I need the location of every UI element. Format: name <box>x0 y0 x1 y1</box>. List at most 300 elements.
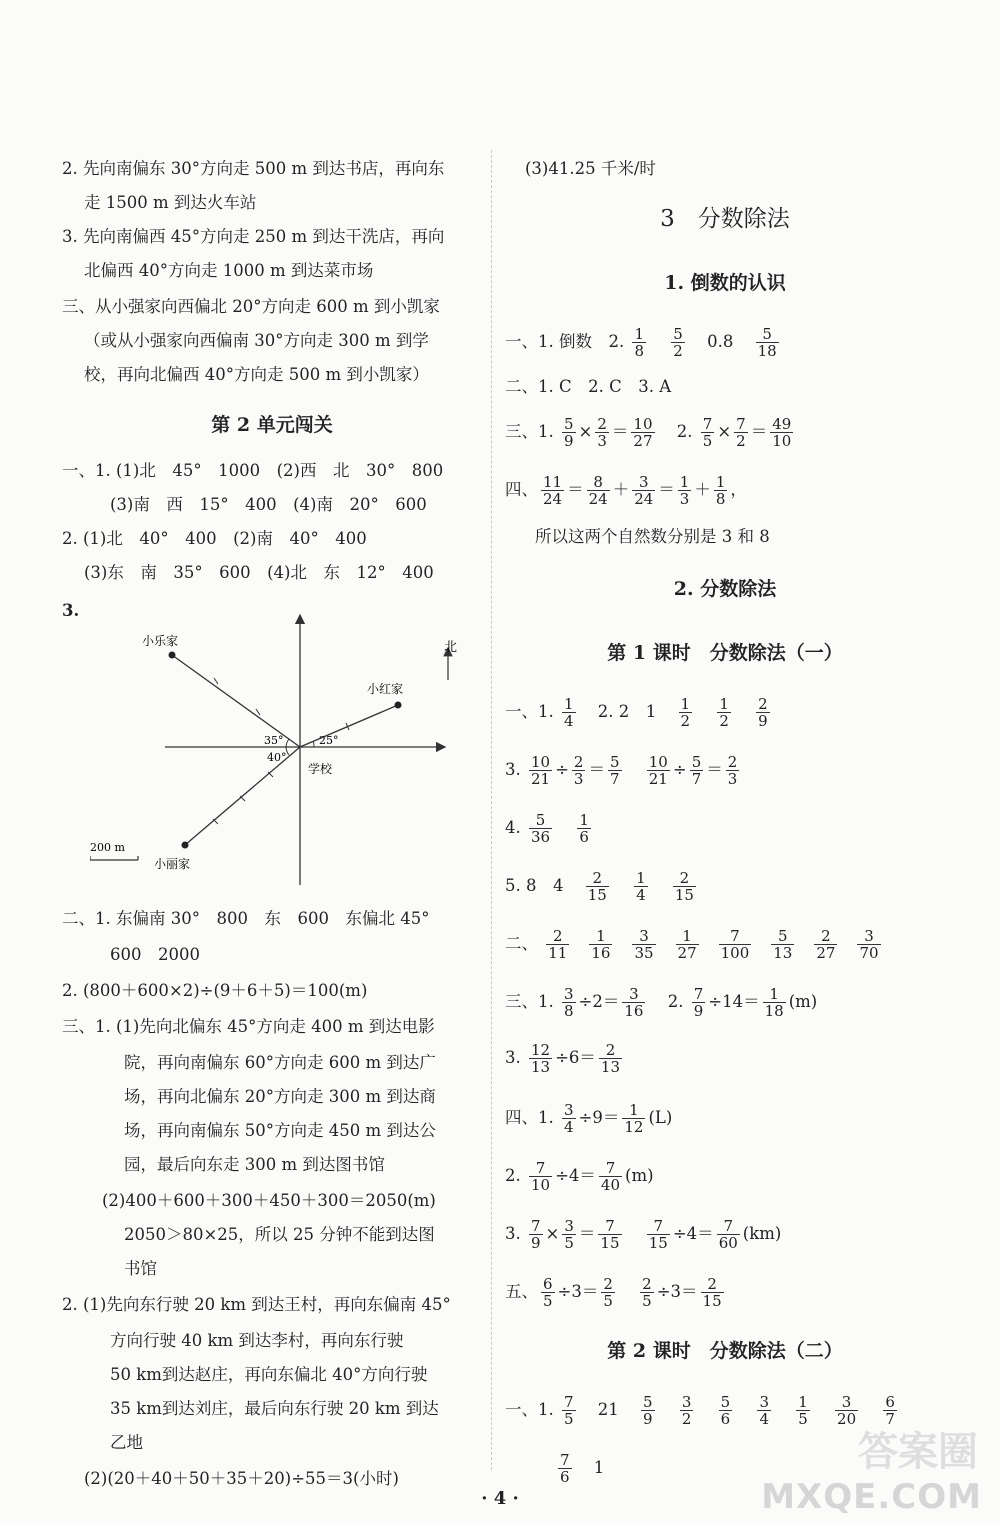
fraction <box>763 986 786 1019</box>
fraction-numerator: 1 <box>676 928 699 945</box>
answer-line: 35 km到达刘庄，最后向东行驶 20 km 到达 <box>110 1399 439 1418</box>
answer-line: 所以这两个自然数分别是 3 和 8 <box>535 527 770 546</box>
fraction-denominator: 2 <box>673 342 683 360</box>
fraction-denominator: 15 <box>674 886 694 904</box>
fraction-denominator: 3 <box>597 432 607 450</box>
item-label: 3. <box>505 1224 521 1243</box>
fraction-denominator: 7 <box>885 1410 895 1428</box>
fraction-denominator: 9 <box>758 712 768 730</box>
fraction-denominator: 5 <box>543 1292 553 1310</box>
fraction <box>529 1042 552 1075</box>
answer-line <box>505 1394 900 1427</box>
answer-line: 三、1. (1)先向北偏东 45°方向走 400 m 到达电影 <box>62 1017 435 1036</box>
unit-heading: 第 2 单元闯关 <box>211 414 333 436</box>
fraction <box>771 928 794 961</box>
angle-arc <box>286 739 289 747</box>
fraction-denominator: 40 <box>600 1176 621 1194</box>
fraction-list <box>543 927 897 962</box>
fraction <box>717 1218 740 1251</box>
fraction <box>678 474 692 507</box>
lesson-title: 第 1 课时 分数除法（一） <box>607 642 843 664</box>
answer-line <box>505 1042 625 1075</box>
item-label: 一、1. <box>505 1400 554 1419</box>
fraction <box>529 1160 552 1193</box>
answer-line: 场，再向南偏东 50°方向走 450 m 到达公 <box>124 1121 436 1140</box>
angle-40-label: 40° <box>267 751 287 764</box>
answer-line: 方向行驶 40 km 到达李村，再向东行驶 <box>110 1331 404 1350</box>
fraction-numerator: 1 <box>763 986 786 1003</box>
unit: (km) <box>742 1224 782 1243</box>
fraction-numerator: 2 <box>546 928 569 945</box>
fraction-denominator: 100 <box>720 944 750 962</box>
fraction <box>857 928 880 961</box>
answer-line: 3. $\frac{10}{21}$ ÷ $\frac{2}{3}$ ＝ $\frac{5}{7}$ $\frac{10}{21}$ ÷ $\frac{5}{7}$ ＝ $\frac{2}{3}$ <box>505 753 738 788</box>
answer-line <box>505 326 782 359</box>
fraction-numerator: 2 <box>603 1275 613 1293</box>
answer-line: 2. (800＋600×2)÷(9＋6＋5)＝100(m) <box>62 981 368 1000</box>
answer-line: 三、1. $\frac{5}{9}$ × $\frac{2}{3}$ ＝ $\frac{10}{27}$ 2. $\frac{7}{5}$ × $\frac{7}{2}$ ＝ $\frac{49}{10}$ <box>505 415 792 450</box>
integer-value: 21 <box>597 1400 619 1419</box>
fraction-denominator: 10 <box>772 432 792 450</box>
fraction <box>719 928 752 961</box>
fraction <box>770 416 793 449</box>
answer-line: 3. 先向南偏西 45°方向走 250 m 到达干洗店，再向 <box>62 227 445 246</box>
angle-35-label: 35° <box>264 734 284 747</box>
tick-mark <box>214 678 218 684</box>
fraction <box>541 1276 555 1309</box>
fraction-numerator: 3 <box>564 1217 574 1235</box>
fraction-numerator: 7 <box>599 1160 622 1177</box>
xiaohong-point <box>395 702 402 709</box>
xiaoli-point <box>182 842 189 849</box>
fraction-denominator: 24 <box>543 490 563 508</box>
integer-value: 1 <box>593 1458 605 1477</box>
fraction <box>572 754 586 787</box>
subsection-title: 1. 倒数的认识 <box>664 272 786 294</box>
fraction <box>734 416 748 449</box>
fraction <box>632 474 655 507</box>
fraction-numerator: 5 <box>673 325 683 343</box>
fraction-denominator: 10 <box>531 1176 551 1194</box>
fraction-numerator: 2 <box>814 928 837 945</box>
fraction <box>601 1276 615 1309</box>
fraction-denominator: 8 <box>564 1002 574 1020</box>
question-number: 3. <box>62 601 80 620</box>
fraction-numerator: 5 <box>529 812 552 829</box>
fraction-denominator: 27 <box>677 944 697 962</box>
fraction-denominator: 11 <box>548 944 568 962</box>
item-label: 三、1. <box>505 422 554 441</box>
answer-line <box>505 1276 727 1309</box>
item-label: 2. <box>667 992 684 1011</box>
fraction <box>622 1102 645 1135</box>
fraction <box>587 474 610 507</box>
fraction-denominator: 3 <box>679 490 690 508</box>
answer-line: 二、1. 东偏南 30° 800 东 600 东偏北 45° <box>62 909 430 928</box>
answer-line: 一、1. (1)北 45° 1000 (2)西 北 30° 800 <box>62 461 444 480</box>
fraction-denominator: 20 <box>837 1410 857 1428</box>
answer-line: 北偏西 40°方向走 1000 m 到达菜市场 <box>84 261 374 280</box>
fraction-numerator: 3 <box>632 474 655 491</box>
fraction <box>562 1218 576 1251</box>
fraction-denominator: 5 <box>564 1410 574 1428</box>
fraction-numerator: 7 <box>736 415 746 433</box>
fraction-numerator: 8 <box>587 474 610 491</box>
answer-line <box>505 1102 672 1135</box>
fraction-numerator: 7 <box>564 1393 574 1411</box>
watermark-text: MXQE.COM <box>761 1477 982 1517</box>
fraction-numerator: 1 <box>679 473 690 491</box>
operator: ÷9＝ <box>578 1108 620 1127</box>
fraction <box>546 928 569 961</box>
fraction <box>756 696 770 729</box>
fraction-numerator: 2 <box>701 1276 724 1293</box>
answer-line: 乙地 <box>110 1433 143 1452</box>
answer-line: 600 2000 <box>110 945 200 964</box>
fraction <box>814 928 837 961</box>
fraction-denominator: 4 <box>759 1410 769 1428</box>
xiaole-point <box>169 652 176 659</box>
fraction <box>529 812 552 845</box>
answer-line <box>505 870 699 903</box>
fraction-denominator: 27 <box>633 432 653 450</box>
answer-line: 场，再向北偏东 20°方向走 300 m 到达商 <box>124 1087 436 1106</box>
answer-line: 院，再向南偏东 60°方向走 600 m 到达广 <box>124 1053 436 1072</box>
fraction-denominator: 36 <box>531 828 551 846</box>
fraction-denominator: 6 <box>560 1468 570 1486</box>
fraction <box>529 754 552 787</box>
fraction-denominator: 24 <box>634 490 654 508</box>
answer-line <box>505 986 817 1019</box>
item-label: 二、 <box>505 934 538 953</box>
answer-line: 走 1500 m 到达火车站 <box>84 193 257 212</box>
fraction-denominator: 4 <box>564 1118 574 1136</box>
fraction-numerator: 5 <box>643 1393 653 1411</box>
fraction <box>690 754 704 787</box>
xiaole-label: 小乐家 <box>142 634 179 648</box>
answer-line <box>555 1452 604 1485</box>
fraction-numerator: 1 <box>589 928 612 945</box>
fraction <box>640 1276 654 1309</box>
answer-line: (3)东 南 35° 600 (4)北 东 12° 400 <box>84 563 434 582</box>
fraction <box>541 474 564 507</box>
north-label: 北 <box>444 640 458 655</box>
fraction-numerator: 7 <box>560 1451 570 1469</box>
fraction-denominator: 9 <box>643 1410 653 1428</box>
fraction <box>622 986 645 1019</box>
answer-line: 2050＞80×25，所以 25 分钟不能到达图 <box>124 1225 435 1244</box>
fraction-denominator: 6 <box>720 1410 731 1428</box>
fraction <box>641 1394 655 1427</box>
xiaoli-label: 小丽家 <box>154 857 191 871</box>
fraction-denominator: 8 <box>715 490 726 508</box>
fraction-numerator: 5 <box>771 928 794 945</box>
fraction-numerator: 5 <box>756 326 779 343</box>
fraction-numerator: 5 <box>720 1393 731 1411</box>
fraction-denominator: 4 <box>564 712 574 730</box>
fraction-numerator: 5 <box>691 753 702 771</box>
item-label: 一、1. <box>505 702 554 721</box>
fraction-numerator: 7 <box>531 1217 541 1235</box>
fraction <box>647 1218 670 1251</box>
fraction-numerator: 3 <box>564 1101 574 1119</box>
fraction <box>529 1218 543 1251</box>
answer-line: 50 km到达赵庄，再向东偏北 40°方向行驶 <box>110 1365 428 1384</box>
answer-line: 书馆 <box>124 1259 157 1278</box>
watermark-logo: 答案圈 <box>858 1429 978 1475</box>
answer-line <box>505 696 773 729</box>
answer-line: 2. (1)北 40° 400 (2)南 40° 400 <box>62 529 367 548</box>
fraction <box>692 986 706 1019</box>
fraction-numerator: 3 <box>857 928 880 945</box>
fraction-numerator: 3 <box>622 986 645 1003</box>
fraction <box>562 1102 576 1135</box>
item-label: 四、 <box>505 480 538 499</box>
fraction-denominator: 13 <box>531 1058 551 1076</box>
fraction-numerator: 1 <box>636 869 646 887</box>
fraction-denominator: 9 <box>564 432 574 450</box>
fraction-numerator: 3 <box>759 1393 769 1411</box>
fraction-numerator: 2 <box>599 1042 622 1059</box>
item-label: 四、1. <box>505 1108 554 1127</box>
fraction-numerator: 10 <box>531 753 551 771</box>
fraction-denominator: 13 <box>773 944 793 962</box>
fraction-numerator: 3 <box>835 1394 858 1411</box>
fraction-denominator: 5 <box>642 1292 652 1310</box>
answer-line: （或从小强家向西偏南 30°方向走 300 m 到学 <box>84 331 429 350</box>
answer-line: 校，再向北偏西 40°方向走 500 m 到小凯家） <box>84 365 429 384</box>
fraction <box>586 870 609 903</box>
operator: ÷3＝ <box>656 1282 698 1301</box>
item-label: 2. <box>505 1166 521 1185</box>
fraction-numerator: 1 <box>798 1393 808 1411</box>
fraction-numerator: 3 <box>564 985 574 1003</box>
operator: ÷14＝ <box>708 992 760 1011</box>
operator: ÷4＝ <box>672 1224 714 1243</box>
operator: ÷6＝ <box>555 1048 596 1067</box>
fraction <box>714 474 728 507</box>
fraction-numerator: 7 <box>647 1218 670 1235</box>
fraction-numerator: 7 <box>693 985 704 1003</box>
answer-line: 三、从小强家向西偏北 20°方向走 600 m 到小凯家 <box>62 297 440 316</box>
fraction-denominator: 5 <box>603 1292 613 1310</box>
fraction <box>679 696 693 729</box>
fraction <box>717 696 731 729</box>
fraction-numerator: 7 <box>719 928 752 945</box>
fraction-numerator: 6 <box>543 1275 553 1293</box>
fraction <box>562 1394 576 1427</box>
answer-line: 3. $\frac{7}{9}$ × $\frac{3}{5}$ ＝ $\frac{7}{15}$ $\frac{7}{15}$ ÷4＝ $\frac{7}{60}$ (km) <box>505 1217 782 1252</box>
fraction-denominator: 24 <box>588 490 608 508</box>
fraction-denominator: 5 <box>798 1410 808 1428</box>
fraction <box>632 326 646 359</box>
scale-label: 200 m <box>90 841 125 854</box>
fraction <box>796 1394 810 1427</box>
page-number: · 4 · <box>481 1488 519 1509</box>
fraction-numerator: 2 <box>586 870 609 887</box>
fraction-denominator: 13 <box>600 1058 621 1076</box>
item-label: 一、1. 倒数 2. <box>505 332 625 351</box>
fraction-numerator: 3 <box>681 1393 692 1411</box>
column-divider <box>491 150 492 1470</box>
answer-line: (3)南 西 15° 400 (4)南 20° 600 <box>110 495 427 514</box>
fraction <box>599 1160 622 1193</box>
fraction-denominator: 2 <box>680 712 691 730</box>
fraction-numerator: 1 <box>680 695 691 713</box>
fraction-numerator: 2 <box>597 415 607 433</box>
fraction-numerator: 10 <box>633 415 653 433</box>
fraction-numerator: 1 <box>715 473 726 491</box>
operator: ÷4＝ <box>555 1166 596 1185</box>
fraction-denominator: 70 <box>859 944 879 962</box>
answer-line <box>505 812 594 845</box>
fraction <box>835 1394 858 1427</box>
school-label: 学校 <box>308 762 333 776</box>
fraction-numerator: 7 <box>529 1160 552 1177</box>
fraction <box>647 754 670 787</box>
answer-line: (2)(20＋40＋50＋35＋20)÷55＝3(小时) <box>84 1469 399 1488</box>
fraction-numerator: 1 <box>564 695 574 713</box>
fraction <box>719 1394 733 1427</box>
fraction-numerator: 1 <box>634 325 645 343</box>
fraction-numerator: 2 <box>727 753 738 771</box>
item-label: 五、 <box>505 1282 538 1301</box>
section-title: 3 分数除法 <box>660 206 790 232</box>
fraction-numerator: 2 <box>758 695 768 713</box>
operator: ÷3＝ <box>557 1282 599 1301</box>
line-to-xiaohong <box>300 705 398 747</box>
fraction <box>577 812 591 845</box>
fraction-denominator: 2 <box>736 432 746 450</box>
fraction-denominator: 18 <box>757 342 777 360</box>
fraction-numerator: 7 <box>702 415 713 433</box>
fraction-denominator: 21 <box>531 770 551 788</box>
fraction-numerator: 2 <box>673 870 696 887</box>
fraction <box>701 1276 724 1309</box>
fraction-numerator: 10 <box>648 753 668 771</box>
fraction-denominator: 7 <box>691 770 702 788</box>
fraction-numerator: 7 <box>717 1218 740 1235</box>
fraction-denominator: 9 <box>531 1234 541 1252</box>
fraction <box>676 928 699 961</box>
answer-line: (3)41.25 千米/时 <box>525 159 656 178</box>
fraction <box>558 1452 572 1485</box>
fraction-denominator: 7 <box>609 770 620 788</box>
fraction <box>562 696 576 729</box>
fraction <box>608 754 622 787</box>
unit: (L) <box>648 1108 673 1127</box>
fraction-numerator: 5 <box>609 753 620 771</box>
fraction-denominator: 9 <box>693 1002 704 1020</box>
fraction-numerator: 3 <box>632 928 655 945</box>
answer-line <box>505 1160 654 1193</box>
fraction-denominator: 35 <box>634 944 654 962</box>
answer-line: 2. 先向南偏东 30°方向走 500 m 到达书店，再向东 <box>62 159 445 178</box>
xiaohong-label: 小红家 <box>367 682 404 696</box>
fraction-numerator: 11 <box>543 473 563 491</box>
item-label: 2. <box>676 422 693 441</box>
fraction-denominator: 3 <box>573 770 584 788</box>
item-label: 2. 2 1 <box>597 702 657 721</box>
fraction-denominator: 15 <box>702 1292 722 1310</box>
fraction-denominator: 21 <box>648 770 668 788</box>
fraction-denominator: 16 <box>624 1002 644 1020</box>
fraction-numerator: 49 <box>772 415 792 433</box>
fraction-denominator: 8 <box>634 342 645 360</box>
answer-line: (2)400＋600＋300＋450＋300＝2050(m) <box>102 1191 436 1210</box>
fraction-denominator: 3 <box>727 770 738 788</box>
subsection-title: 2. 分数除法 <box>673 578 777 600</box>
fraction-numerator: 2 <box>642 1275 652 1293</box>
fraction-denominator: 15 <box>600 1234 620 1252</box>
angle-arc <box>313 741 314 747</box>
lesson-title: 第 2 课时 分数除法（二） <box>607 1340 843 1362</box>
fraction-numerator: 12 <box>531 1041 551 1059</box>
fraction-denominator: 16 <box>591 944 611 962</box>
fraction <box>632 928 655 961</box>
tick-mark <box>256 709 260 715</box>
fraction-denominator: 2 <box>719 712 729 730</box>
item-label: 三、1. <box>505 992 554 1011</box>
fraction-denominator: 2 <box>681 1410 692 1428</box>
fraction-denominator: 18 <box>764 1002 784 1020</box>
fraction-numerator: 2 <box>573 753 584 771</box>
fraction <box>634 870 648 903</box>
fraction-denominator: 60 <box>718 1234 738 1252</box>
fraction <box>598 1218 621 1251</box>
answer-line: 2. (1)先向东行驶 20 km 到达王村，再向东偏南 45° <box>62 1295 451 1314</box>
item-label: 5. 8 4 <box>505 876 564 895</box>
unit: (m) <box>788 992 818 1011</box>
direction-diagram <box>90 610 470 895</box>
decimal-value: 0.8 <box>707 332 734 351</box>
fraction-denominator: 5 <box>702 432 713 450</box>
item-label: 3. <box>505 760 521 779</box>
fraction-numerator: 6 <box>885 1393 895 1411</box>
fraction <box>680 1394 694 1427</box>
fraction <box>562 986 576 1019</box>
answer-line: 园，最后向东走 300 m 到达图书馆 <box>124 1155 385 1174</box>
fraction <box>756 326 779 359</box>
fraction <box>595 416 609 449</box>
fraction <box>673 870 696 903</box>
fraction-numerator: 7 <box>598 1218 621 1235</box>
item-label: 4. <box>505 818 521 837</box>
fraction-denominator: 15 <box>587 886 607 904</box>
fraction-denominator: 12 <box>624 1118 644 1136</box>
fraction <box>562 416 576 449</box>
angle-25-label: 25° <box>319 734 339 747</box>
fraction <box>589 928 612 961</box>
fraction <box>631 416 654 449</box>
answer-line: 四、 $\frac{11}{24}$ ＝ $\frac{8}{24}$ ＋ $\frac{3}{24}$ ＝ $\frac{1}{3}$ ＋ $\frac{1}{8}$ ， <box>505 473 747 508</box>
operator: ÷2＝ <box>578 992 620 1011</box>
fraction-denominator: 6 <box>579 828 589 846</box>
fraction-denominator: 27 <box>816 944 836 962</box>
fraction-numerator: 5 <box>564 415 574 433</box>
fraction <box>599 1042 622 1075</box>
fraction-numerator: 1 <box>622 1102 645 1119</box>
fraction-numerator: 1 <box>719 695 729 713</box>
fraction <box>726 754 740 787</box>
fraction-denominator: 4 <box>636 886 646 904</box>
item-label: 3. <box>505 1048 521 1067</box>
fraction-denominator: 15 <box>648 1234 668 1252</box>
fraction <box>671 326 685 359</box>
fraction-numerator: 1 <box>579 811 589 829</box>
unit: (m) <box>625 1166 654 1185</box>
fraction <box>757 1394 771 1427</box>
